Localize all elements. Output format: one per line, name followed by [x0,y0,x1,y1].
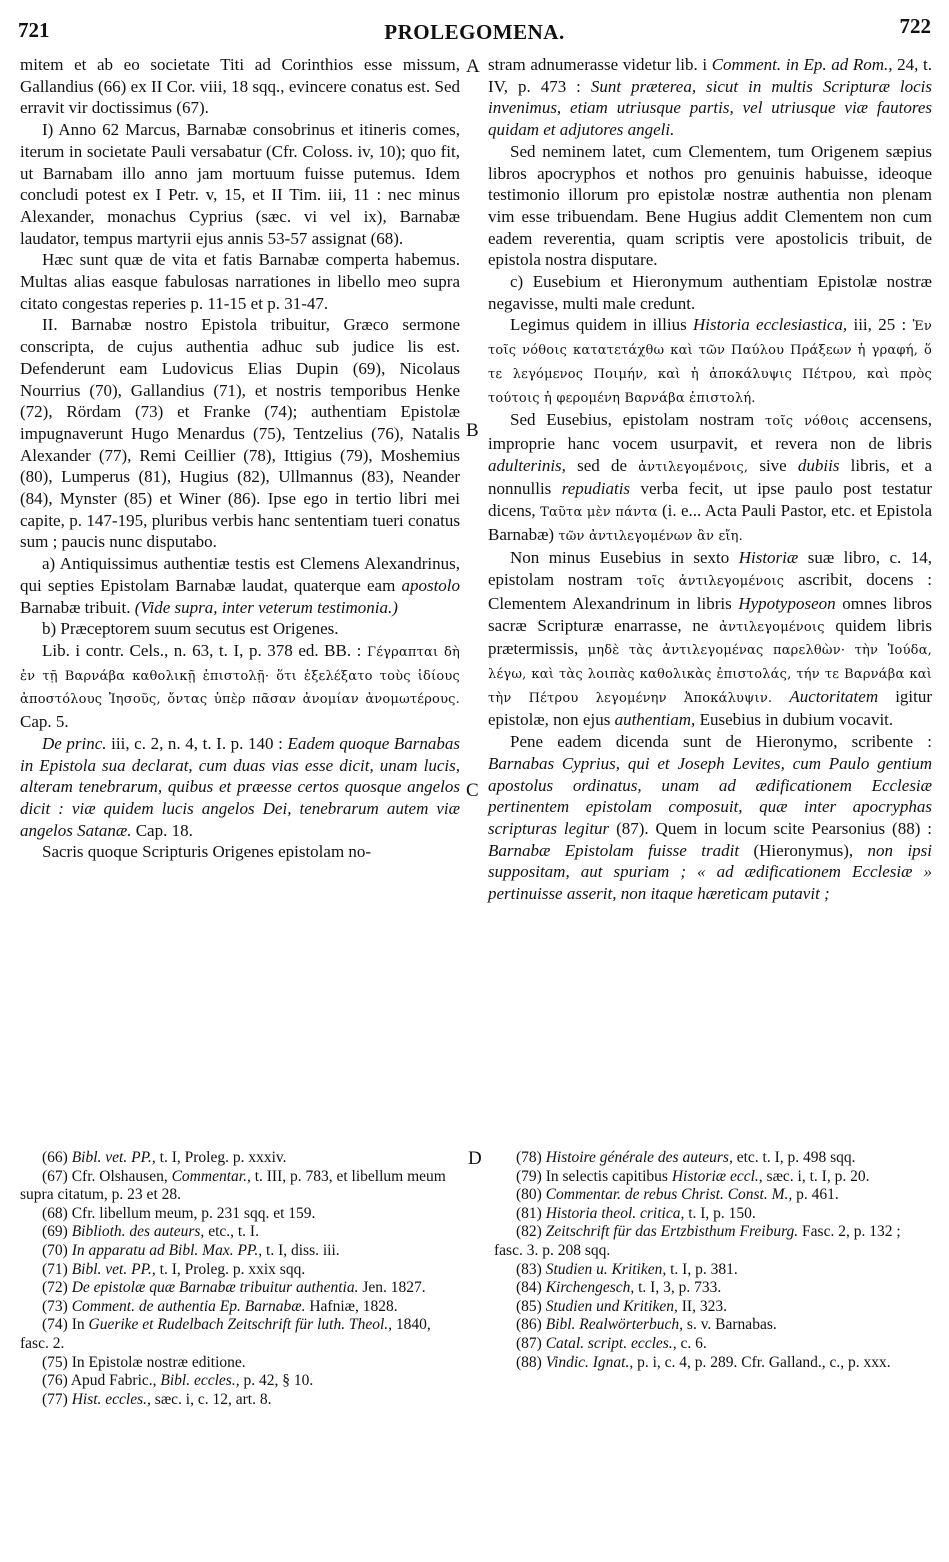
running-title: PROLEGOMENA. [384,20,565,44]
greek-term: ἀντιλεγομένοις, [638,459,749,475]
paragraph [20,733,460,842]
text: accensens, improprie hanc vocem usurpavit, et revera non de libris [488,410,933,453]
text: Apud Fabric., [70,1372,161,1390]
paragraph [488,54,932,141]
emphasis: Hist. eccles., [71,1390,151,1408]
text: t. I, 3, p. 733. [634,1279,722,1297]
paragraph: mitem et ab eo societate Titi ad Corinthios esse missum, Gallandius (66) ex II Cor. viii, 18 sqq., evincere conatus est. Sed erravit vir doctissimus (67). [20,55,460,118]
text: quidem libris prætermissis, [488,615,933,659]
emphasis: Histoire générale des auteurs, [545,1149,733,1166]
emphasis: Historiæ eccl., [671,1167,763,1185]
emphasis: Catal. script. eccles., [545,1334,677,1352]
text: iii, 25 : [853,315,907,335]
emphasis: Bibl. vet. PP., [71,1260,156,1278]
footnote [494,1186,932,1205]
footnote [494,1298,932,1317]
text: t. III, p. 783, et libellum meum supra citatum, p. 23 et 28. [20,1167,446,1204]
paragraph [20,553,460,618]
emphasis: adulterinis, [488,455,566,475]
text: (Hieronymus), [753,840,854,860]
text: (87). Quem in locum scite Pearsonius (88) : [616,818,932,838]
emphasis: repudiatis [561,479,631,499]
footnote [20,1279,460,1298]
footnote-number: (77) [42,1390,68,1408]
footnote-number: (78) [516,1149,542,1166]
emphasis: Kirchengesch, [545,1279,635,1297]
text: sive [759,455,787,475]
footnote-number: (87) [516,1334,542,1352]
paragraph: Hæc sunt quæ de vita et fatis Barnabæ comperta habemus. Multas alias easque fabulosas narrationes in libello meo supra citato congestas reperies p. 11-15 et p. 31-47. [20,250,460,313]
emphasis: non ipsi suppositam, aut spuriam ; « ad ædificationem Ecclesiæ » pertinuisse asserit, non itaque hæreticam putavit ; [488,840,933,904]
emphasis: Zeitschrift für das Ertzbisthum Freiburg. [545,1223,799,1241]
greek-term: τῶν ἀντιλεγομένων ἂν εἴη. [558,528,744,544]
footnote [20,1316,460,1353]
text: libris, et a nonnullis [488,455,933,499]
emphasis: dubiis [797,455,840,475]
paragraph [488,314,932,409]
footnote [494,1205,932,1224]
footnote [20,1205,460,1224]
greek-term: τοῖς ἀντιλεγομένοις [636,574,785,590]
footnote [494,1223,932,1260]
greek-quote: Γέγραπται δὴ ἐν τῇ Βαρνάβα καθολικῇ ἐπιστολῇ· ὅτι ἐξελέξατο τοὺς ἰδίους ἀποστόλους Ἰησοῦς, ὄντας ὑπὲρ πᾶσαν ἀνομίαν ἀνομωτέρους. [20,644,460,708]
footnote [494,1168,932,1187]
page-number-right: 722 [899,14,931,38]
footnote [494,1354,932,1373]
text: (i. e... Acta Pauli Pastor, etc. et Epistola Barnabæ) [488,501,932,544]
footnote [20,1391,460,1410]
text: Barnabæ tribuit. [20,597,131,617]
paragraph [488,409,932,547]
text: Jen. 1827. [358,1279,426,1297]
text: t. I, diss. iii. [262,1241,340,1259]
footnote-number: (80) [516,1186,542,1204]
latin-quote: Eadem quoque Barnabas in Epistola sua declarat, cum duas vias esse dicit, unam lucis, alteram tenebrarum, quibus et præesse certos quosque angelos dicit : viæ quidem lucis angelos Dei, tenebrarum autem viæ angelos Satanæ. [20,733,461,840]
margin-letter-d: D [468,1148,482,1169]
emphasis: Biblioth. des auteurs, [71,1223,205,1241]
text: p. 42, § 10. [239,1372,314,1390]
text: sed de [577,455,627,475]
emphasis: Barnabæ Epistolam fuisse tradit [488,840,740,860]
footnote-number: (75) [42,1353,68,1371]
footnote-number: (84) [516,1279,542,1297]
footnote-number: (66) [42,1149,68,1166]
text: t. I, Proleg. p. xxxiv. [155,1149,287,1166]
emphasis: Bibl. Realwörterbuch, [545,1316,684,1334]
emphasis: apostolo [401,575,461,595]
text: a) Antiquissimus authentiæ testis est Clemens Alexandrinus, qui septies Epistolam Barnabæ laudat, quaterque eam [20,554,460,595]
emphasis: Studien u. Kritiken, [545,1260,667,1278]
emphasis: Hypotyposeon [738,593,836,613]
footnote [494,1261,932,1280]
text: sæc. i, c. 12, art. 8. [150,1390,272,1408]
text: p. 461. [792,1186,839,1204]
footnote-number: (68) [42,1204,68,1222]
emphasis: Historia theol. critica, [545,1204,685,1222]
text: c. 6. [676,1334,707,1352]
footnote [20,1149,460,1168]
greek-quote: μηδὲ τὰς ἀντιλεγομένας παρελθὼν· τὴν Ἰούδα, λέγω, καὶ τὰς λοιπὰς καθολικὰς ἐπιστολάς, τήν τε Βαρνάβα καὶ τὴν Πέτρου λεγομένην Ἀποκάλυψιν. [488,643,933,706]
paragraph [488,731,932,905]
emphasis: Vindic. Ignat., [545,1353,634,1371]
footnote-number: (86) [516,1316,542,1334]
footnote [20,1261,460,1280]
latin-quote: Sunt præterea, sicut in multis Scripturæ locis invenimus, etiam utriusque partis, vel utriusque viæ fautores quidam et adjutores angeli. [488,76,932,140]
footnote [20,1372,460,1391]
footnote-number: (82) [516,1223,542,1241]
emphasis: Comment. in Ep. ad Rom., [711,55,893,74]
footnotes-right [494,1149,932,1372]
footnote [494,1279,932,1298]
footnote-number: (71) [42,1260,68,1278]
paragraph: II. Barnabæ nostro Epistola tribuitur, Græco sermone conscripta, de cujus authentia adhuc sub judice lis est. Defenderunt eam Ludovicus Elias Dupin (69), Nicolaus Nourrius (70), Gallandius (71), et nostris temporibus Henke (72), Rördam (73) et Franke (74); authentiam Epistolæ impugnaverunt Hugo Menardus (75), Tentzelius (76), Natalis Alexander (77), Remi Ceillier (78), Ittigius (79), Moshemius (80), Lumperus (81), Hugius (82), Ullmannus (83), Neander (84), Mynster (85) et Winer (86). Ipse ego in tertio libri mei capite, p. 147-195, pluribus verbis hanc sententiam tueri conatus sum ; paucis nunc disputabo. [20,315,460,552]
emphasis: Commentar. de rebus Christ. Const. M., [545,1186,793,1204]
greek-quote: Ἐν τοῖς νόθοις κατατετάχθω καὶ τῶν Παύλου Πράξεων ἡ γραφή, ὅ τε λεγόμενος Ποιμήν, καὶ ἡ ἀποκάλυψις Πέτρου, καὶ πρὸς τούτοις ἡ φερομένη Βαρνάβα ἐπιστολή. [488,319,932,406]
paragraph: Sacris quoque Scripturis Origenes epistolam no- [42,842,372,862]
text: t. I, Proleg. p. xxix sqq. [155,1260,306,1278]
text: suæ libro, c. 14, epistolam nostram [488,548,933,590]
text: Lib. i contr. Cels., n. 63, t. I, p. 378 ed. BB. : [42,640,362,660]
text: 1840, fasc. 2. [20,1316,431,1352]
emphasis: Guerike et Rudelbach Zeitschrift für luth. Theol., [88,1316,392,1334]
text: Cap. 18. [135,820,193,840]
emphasis: Historia ecclesiastica, [693,315,848,335]
footnote-number: (85) [516,1297,542,1315]
paragraph [20,640,460,733]
emphasis: Auctoritatem [789,686,879,706]
emphasis: authentiam, [614,710,696,730]
right-column [488,54,932,905]
page-number-left: 721 [18,18,50,42]
text: etc. t. I, p. 498 sqq. [732,1149,856,1166]
footnote [20,1242,460,1261]
text: Cfr. Olshausen, [71,1167,172,1185]
text: t. I, p. 381. [666,1260,738,1278]
latin-quote: Barnabas Cyprius, qui et Joseph Levites, cum Paulo gentium apostolus ordinatus, unam ad ædificationem Ecclesiæ pertinentem epistolam composuit, quæ inter apocryphas scripturas legitur [488,753,932,838]
emphasis: Comment. de authentia Ep. Barnabæ. [71,1297,306,1315]
footnote-number: (67) [42,1167,68,1185]
text: igitur epistolæ, non ejus [488,686,933,730]
text: t. I, p. 150. [684,1204,756,1222]
text: verba fecit, ut ipse paulo post testatur dicens, [488,479,933,521]
greek-term: ἀντιλεγομένοις [719,619,825,635]
text: Pene eadem dicenda sunt de Hieronymo, scribente : [510,732,932,752]
emphasis: (Vide supra, inter veterum testimonia.) [134,597,398,617]
footnote-number: (76) [42,1372,68,1390]
footnote-number: (81) [516,1204,542,1222]
margin-letter-c: C [466,780,479,801]
emphasis: De princ. [42,733,107,753]
footnote [20,1298,460,1317]
text: Cap. 5. [20,712,69,732]
left-column [20,54,460,863]
paragraph: I) Anno 62 Marcus, Barnabæ consobrinus et itineris comes, iterum in societate Pauli versabatur (Cfr. Coloss. iv, 10); quo fit, ut Barnabam illo anno jam mortuum fuisse putemus. Idem concludi potest ex I Petr. v, 15, et II Tim. iii, 11 : nec minus Alexander, monachus Cyprius (sæc. vi vel ix), Barnabæ laudator, tempus martyrii ejus annis 53-57 assignat (68). [20,120,460,248]
footnote [20,1168,460,1205]
text: Hafniæ, 1828. [305,1297,398,1315]
paragraph: c) Eusebium et Hieronymum authentiam Epistolæ nostræ negavisse, multi male credunt. [488,272,932,313]
emphasis: Bibl. vet. PP., [71,1149,156,1166]
footnote-number: (74) [42,1316,68,1334]
footnote-number: (72) [42,1279,68,1297]
text: omnes libros sacræ Scripturæ enarrasse, ne [488,593,933,635]
emphasis: Commentar., [171,1167,251,1185]
greek-term: τοῖς νόθοις [765,414,850,430]
margin-letter-b: B [466,420,479,441]
footnote [20,1354,460,1373]
text: 24, t. IV, p. 473 : [488,55,933,96]
footnote-number: (79) [516,1167,542,1185]
text: iii, c. 2, n. 4, t. I. p. 140 : [111,733,283,753]
footnote [494,1335,932,1354]
text: s. v. Barnabas. [683,1316,777,1334]
emphasis: De epistolæ quæ Barnabæ tribuitur authentia. [71,1279,359,1297]
footnote [494,1149,932,1168]
footnote-number: (88) [516,1353,542,1371]
margin-letter-a: A [466,56,480,77]
footnote [20,1223,460,1242]
footnote [494,1316,932,1335]
text: Fasc. 2, p. 132 ; fasc. 3. p. 208 sqq. [494,1223,901,1259]
text: II, 323. [677,1297,727,1315]
text: sæc. i, t. I, p. 20. [762,1167,870,1185]
emphasis: Historiæ [738,548,799,568]
text: Cfr. libellum meum, p. 231 sqq. et 159. [71,1204,316,1222]
footnote-number: (69) [42,1223,68,1241]
text: Legimus quidem in illius [510,315,687,335]
footnote-number: (73) [42,1297,68,1315]
text: In selectis capitibus [545,1167,672,1185]
text: ascribit, docens : Clementem Alexandrinum in libris [488,570,933,613]
text: stram adnumerasse videtur lib. i [488,55,708,74]
text: etc., t. I. [204,1223,259,1241]
paragraph: b) Præceptorem suum secutus est Origenes. [42,619,339,639]
emphasis: In apparatu ad Bibl. Max. PP., [71,1241,263,1259]
footnote-number: (83) [516,1260,542,1278]
greek-term: Ταῦτα μὲν πάντα [540,505,658,521]
text: Sed Eusebius, epistolam nostram [510,410,755,430]
footnotes-left [20,1149,460,1409]
text: In Epistolæ nostræ editione. [71,1353,246,1371]
text: p. i, c. 4, p. 289. Cfr. Galland., c., p. xxx. [633,1353,891,1371]
footnote-number: (70) [42,1241,68,1259]
text: In [71,1316,89,1334]
text: Non minus Eusebius in sexto [510,548,730,568]
emphasis: Bibl. eccles., [160,1372,240,1390]
page-header [0,10,949,44]
paragraph: Sed neminem latet, cum Clementem, tum Origenem sæpius libros apocryphos et nothos pro genuinis habuisse, ideoque testimonio illorum pro epistolæ nostræ authentia non plenam vim esse tribuendam. Bene Hugius addit Clementem non cum eadem reverentia, quam scriptis vere apostolicis tribuit, de epistola nostra disputare. [488,141,932,270]
emphasis: Studien und Kritiken, [545,1297,678,1315]
paragraph [488,547,932,731]
text: Eusebius in dubium vocavit. [699,710,894,730]
